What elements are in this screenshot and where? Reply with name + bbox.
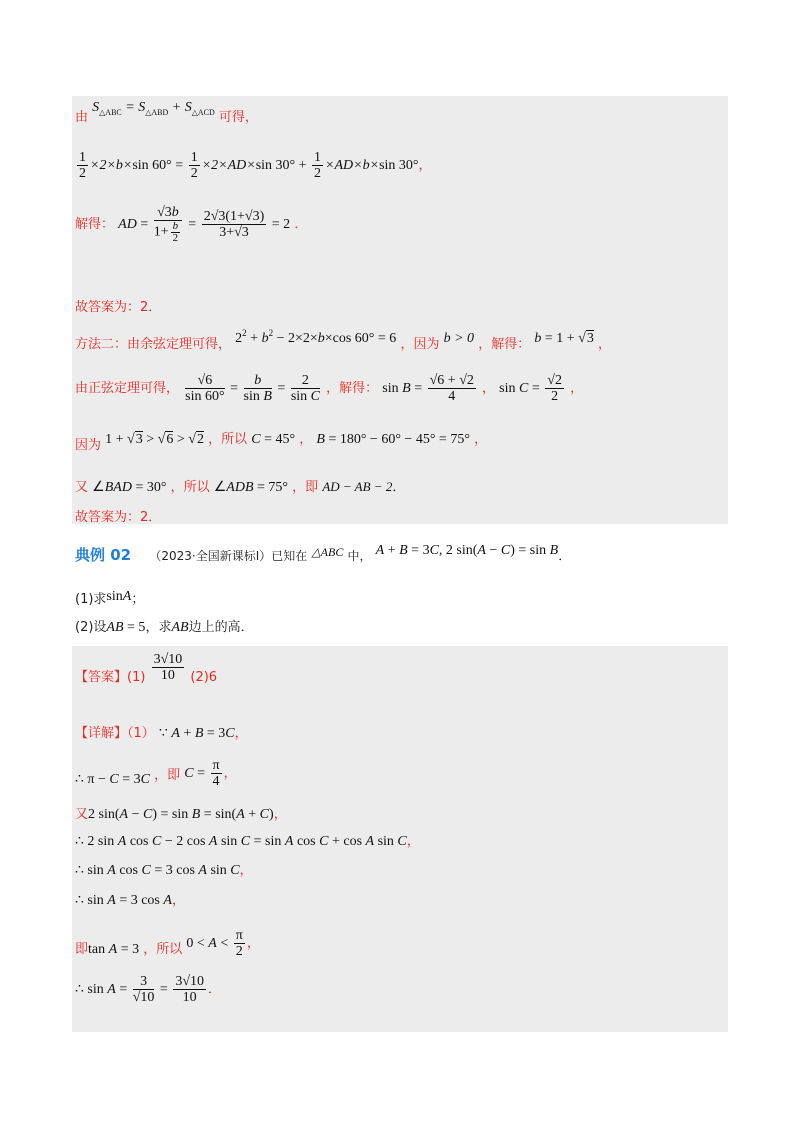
area-expansion-line: $\frac{1}{2}$ ×2×b×sin 60° = $\frac{1}{2}$ ×2×AD×sin 30° + $\frac{1}{2}$ ×AD×b×sin 30°， xyxy=(79,150,432,181)
detail-line-6: ∴ sin A = 3 cos A， xyxy=(75,893,185,908)
detail-line-7: 即tan A = 3 ，所以 0 < A < $\frac{\pi}{2}$ ， xyxy=(75,928,260,959)
question-2: (2)设AB = 5，求AB边上的高． xyxy=(75,620,254,635)
question-1: (1)求sinA； xyxy=(75,589,145,607)
detail-line-4: ∴ 2 sin A cos C − 2 cos A sin C = sin A cos C + cos A sin C， xyxy=(75,834,420,849)
detail-line-2: ∴ π − C = 3C ，即 C = $\frac{\pi}{4}$ ， xyxy=(75,758,237,789)
method-two-line: 方法二：由余弦定理可得， $2^2 + b^2 - 2\times 2\times b\times\cos$ 60° = 6 ，因为 b > 0 ，解得： b = 1 + √3 ， xyxy=(75,328,611,352)
detail-line-3: 又2 sin(A − C) = sin B = sin(A + C)， xyxy=(75,807,287,822)
solve-ad-line: 解得： AD = √3b 1+ $\frac{b}{2}$ = $\frac{2√3(1+√3)}{3+√3}$ = 2 ． xyxy=(75,205,308,244)
answer-line-1: 故答案为：2． xyxy=(75,300,162,315)
example-02-header: 典例 02 （2023·全国新课标Ⅰ）已知在 △ABC 中， A + B = 3C, 2 sin(A − C) = sin B． xyxy=(75,543,572,564)
angle-bad-line: 又 ∠BAD = 30° ，所以 ∠ADB = 75° ，即 AD − AB − 2． xyxy=(75,479,406,495)
example-title: 典例 02 xyxy=(75,546,132,564)
detail-line-5: ∴ sin A cos C = 3 cos A sin C， xyxy=(75,863,253,878)
area-equation-line: 由 $S_{\triangle ABC} = S_{\triangle ABD} + S_{\triangle ACD}$ 可得， xyxy=(75,100,258,125)
detail-line-8: ∴ sin A = $\frac{3}{√10}$ = $\frac{3√10}{10}$ ． xyxy=(75,974,222,1005)
law-of-sines-line: 由正弦定理可得， $\frac{√6}{\sin 60^\circ}$ = $\frac{b}{\text{sin B}}$ = $\frac{2}{\text{sin C}}$ ，解得： sin B = $\frac{√6 + √2}{4}$ ， sin C = $\frac{√2}{2}$ ， xyxy=(75,373,584,404)
angle-line: 因为 1 + √3 > √6 > √2 ，所以 C = 45° ， B = 180° − 60° − 45° = 75° ， xyxy=(75,432,488,453)
answer-summary-line: 【答案】(1) $\frac{3√10}{10}$ (2)6 xyxy=(75,652,218,685)
answer-line-2: 故答案为：2． xyxy=(75,510,162,525)
detail-line-1: 【详解】（1） ∵ A + B = 3C， xyxy=(75,726,248,741)
